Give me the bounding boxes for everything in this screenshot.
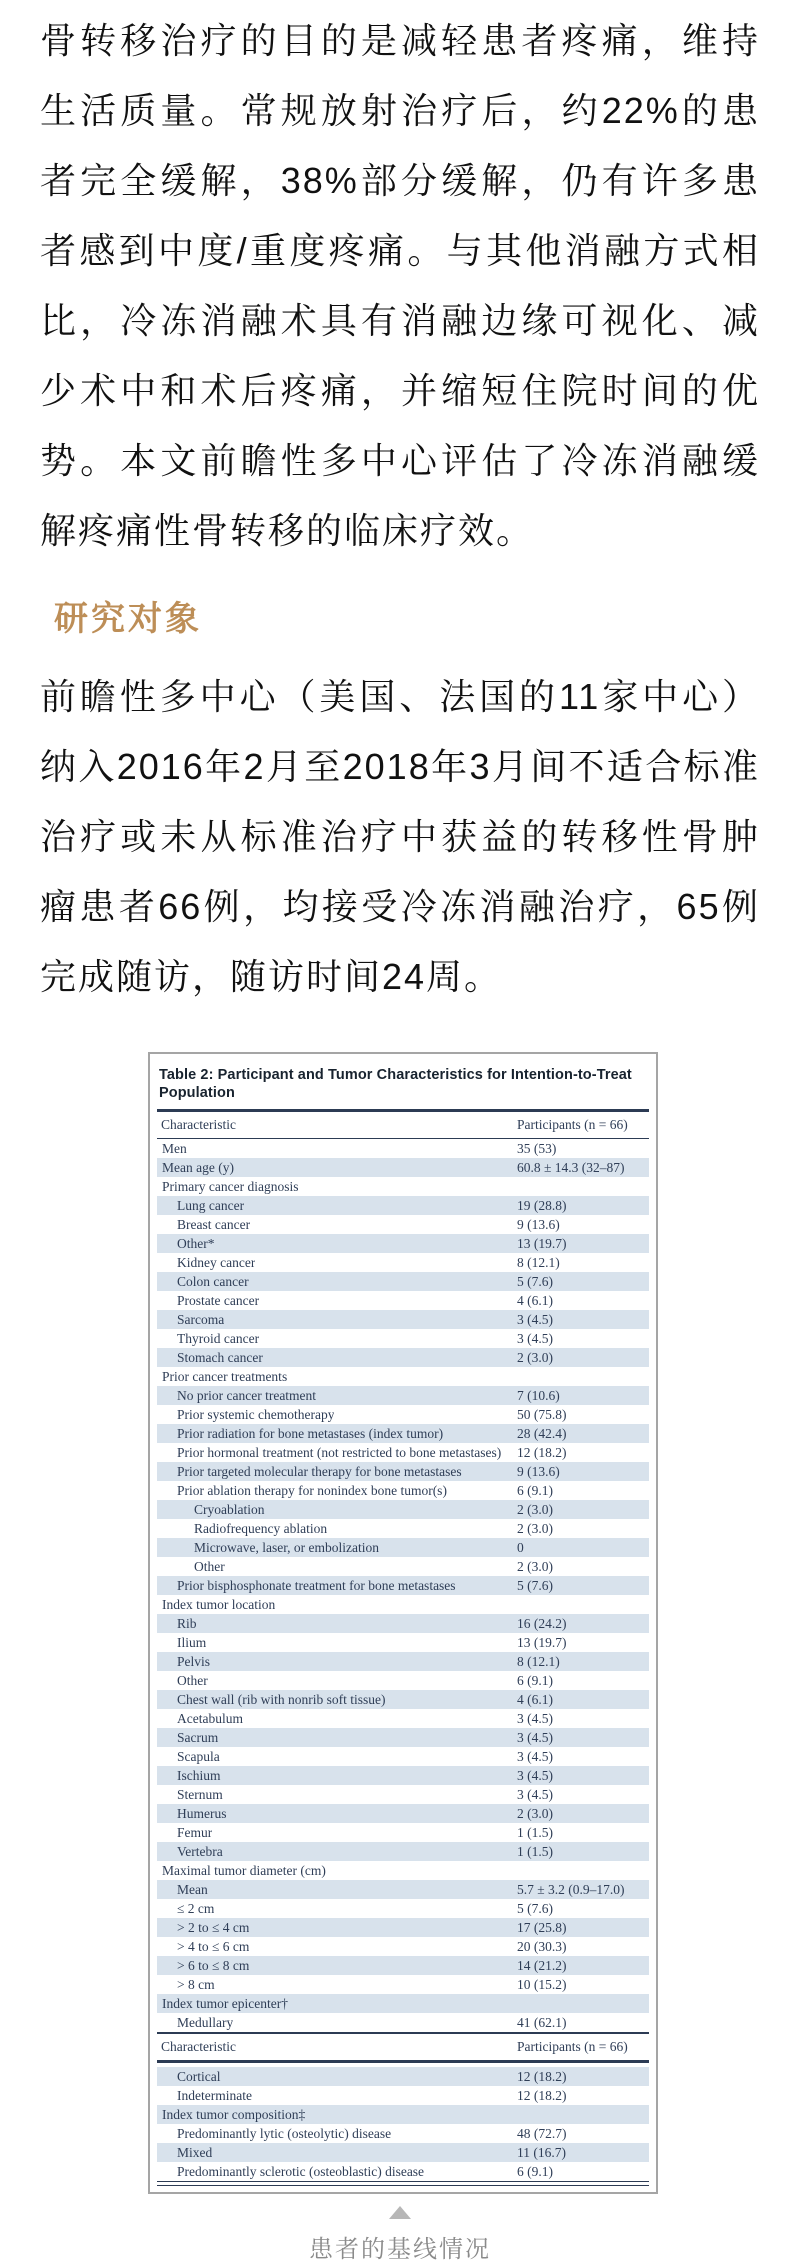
row-value: 60.8 ± 14.3 (32–87): [517, 1159, 625, 1175]
row-label: Primary cancer diagnosis: [162, 1178, 299, 1194]
table-row: [157, 1234, 649, 1253]
row-value: 3 (4.5): [517, 1729, 553, 1745]
table-title: Table 2: Participant and Tumor Characteristics for Intention-to-Treat Population: [159, 1067, 632, 1101]
row-label: Kidney cancer: [177, 1254, 256, 1270]
row-value: 2 (3.0): [517, 1520, 553, 1536]
row-value: 28 (42.4): [517, 1425, 567, 1441]
row-label: > 2 to ≤ 4 cm: [177, 1919, 250, 1935]
row-label: Predominantly lytic (osteolytic) disease: [177, 2125, 392, 2141]
row-label: Prior targeted molecular therapy for bone metastases: [177, 1463, 462, 1479]
row-value: 7 (10.6): [517, 1387, 560, 1403]
row-value: 5 (7.6): [517, 1900, 553, 1916]
row-label: Prior radiation for bone metastases (index tumor): [177, 1425, 444, 1441]
row-value: 12 (18.2): [517, 2068, 567, 2084]
table-row: [157, 1196, 649, 1215]
table-row: [157, 1424, 649, 1443]
row-label: Other: [194, 1558, 225, 1574]
row-value: 8 (12.1): [517, 1653, 560, 1669]
row-label: Maximal tumor diameter (cm): [162, 1862, 326, 1878]
row-label: Prostate cancer: [177, 1292, 260, 1308]
row-label: Sacrum: [177, 1729, 219, 1745]
row-label: Other: [177, 1672, 208, 1688]
table-row: [157, 1709, 649, 1728]
row-value: 13 (19.7): [517, 1235, 567, 1251]
table2-figure-image[interactable]: [148, 1052, 658, 2194]
row-value: 1 (1.5): [517, 1824, 553, 1840]
table-row: [157, 1291, 649, 1310]
row-label: Indeterminate: [177, 2087, 252, 2103]
row-label: Sternum: [177, 1786, 223, 1802]
table-row: [157, 1272, 649, 1291]
row-value: 3 (4.5): [517, 1748, 553, 1764]
row-value: 16 (24.2): [517, 1615, 567, 1631]
row-label: Men: [162, 1140, 187, 1156]
row-label: > 8 cm: [177, 1976, 215, 1992]
table-row: [157, 2013, 649, 2032]
collapse-triangle-icon[interactable]: [389, 2206, 411, 2219]
table-row: [157, 1671, 649, 1690]
table-row: [157, 1861, 649, 1880]
article-paragraph-1: 骨转移治疗的目的是减轻患者疼痛，维持生活质量。常规放射治疗后，约22%的患者完全缓解，38%部分缓解，仍有许多患者感到中度/重度疼痛。与其他消融方式相比，冷冻消融术具有消融边缘可视化、减少术中和术后疼痛，并缩短住院时间的优势。本文前瞻性多中心评估了冷冻消融缓解疼痛性骨转移的临床疗效。: [40, 20, 760, 551]
table-header-row: [157, 1112, 649, 1138]
row-label: Microwave, laser, or embolization: [194, 1539, 380, 1555]
table-row: [157, 1652, 649, 1671]
row-value: 6 (9.1): [517, 1672, 553, 1688]
table-row: [157, 2067, 649, 2086]
row-value: 17 (25.8): [517, 1919, 567, 1935]
row-value: 2 (3.0): [517, 1501, 553, 1517]
table-row: [157, 1937, 649, 1956]
row-label: Pelvis: [177, 1653, 211, 1669]
row-value: 48 (72.7): [517, 2125, 567, 2141]
row-label: Mixed: [177, 2144, 213, 2160]
table-rule-bottom: [157, 2181, 649, 2186]
table-row: [157, 1443, 649, 1462]
row-value: 8 (12.1): [517, 1254, 560, 1270]
table-row: [157, 1329, 649, 1348]
row-label: Prior systemic chemotherapy: [177, 1406, 335, 1422]
row-label: Radiofrequency ablation: [194, 1520, 328, 1536]
table-row: [157, 1690, 649, 1709]
row-value: 35 (53): [517, 1140, 557, 1156]
table-row: [157, 1310, 649, 1329]
row-value: 12 (18.2): [517, 2087, 567, 2103]
table-row: [157, 1823, 649, 1842]
row-label: Rib: [177, 1615, 197, 1631]
table-row: [157, 1804, 649, 1823]
table-row: [157, 1842, 649, 1861]
table-row: [157, 2105, 649, 2124]
table-row: [157, 1766, 649, 1785]
table-row: [157, 1994, 649, 2013]
row-label: No prior cancer treatment: [177, 1387, 317, 1403]
row-label: Ilium: [177, 1634, 207, 1650]
row-label: Other*: [177, 1235, 215, 1251]
row-label: > 6 to ≤ 8 cm: [177, 1957, 250, 1973]
row-label: Index tumor epicenter†: [162, 1995, 288, 2011]
row-label: Scapula: [177, 1748, 220, 1764]
row-value: 3 (4.5): [517, 1311, 553, 1327]
row-label: Stomach cancer: [177, 1349, 263, 1365]
row-label: Index tumor location: [162, 1596, 276, 1612]
table-row: [157, 1956, 649, 1975]
row-value: 41 (62.1): [517, 2014, 567, 2030]
row-value: 11 (16.7): [517, 2144, 566, 2160]
row-label: Cortical: [177, 2068, 221, 2084]
row-value: 3 (4.5): [517, 1767, 553, 1783]
table-row: [157, 1215, 649, 1234]
row-label: Prior bisphosphonate treatment for bone metastases: [177, 1577, 456, 1593]
row-label: Humerus: [177, 1805, 227, 1821]
table-row: [157, 1728, 649, 1747]
column-header-characteristic: Characteristic: [161, 2039, 236, 2054]
table-row: [157, 1747, 649, 1766]
table-row: [157, 1975, 649, 1994]
table-row: [157, 2162, 649, 2181]
row-label: ≤ 2 cm: [177, 1900, 215, 1916]
row-label: Lung cancer: [177, 1197, 245, 1213]
table-row: [157, 2086, 649, 2105]
table-row: [157, 1462, 649, 1481]
row-value: 3 (4.5): [517, 1330, 553, 1346]
table-row: [157, 1481, 649, 1500]
row-value: 20 (30.3): [517, 1938, 567, 1954]
table-row: [157, 1785, 649, 1804]
row-label: Thyroid cancer: [177, 1330, 260, 1346]
row-label: Vertebra: [177, 1843, 223, 1859]
table-row: [157, 1918, 649, 1937]
table-row: [157, 1139, 649, 1158]
row-label: Sarcoma: [177, 1311, 225, 1327]
table-row: [157, 1899, 649, 1918]
row-value: 2 (3.0): [517, 1558, 553, 1574]
column-header-participants: Participants (n = 66): [517, 2039, 628, 2054]
row-label: Index tumor composition‡: [162, 2106, 306, 2122]
row-value: 2 (3.0): [517, 1349, 553, 1365]
row-value: 5.7 ± 3.2 (0.9–17.0): [517, 1881, 625, 1897]
row-label: Mean age (y): [162, 1159, 234, 1175]
table-header-row-repeat: [157, 2034, 649, 2060]
row-label: Ischium: [177, 1767, 221, 1783]
row-value: 9 (13.6): [517, 1463, 560, 1479]
row-value: 12 (18.2): [517, 1444, 567, 1460]
row-label: Mean: [177, 1881, 208, 1897]
table-row: [157, 1880, 649, 1899]
row-value: 5 (7.6): [517, 1273, 553, 1289]
table-row: [157, 1158, 649, 1177]
article-paragraph-2: 前瞻性多中心（美国、法国的11家中心）纳入2016年2月至2018年3月间不适合标准治疗或未从标准治疗中获益的转移性骨肿瘤患者66例，均接受冷冻消融治疗，65例完成随访，随访时间24周。: [40, 676, 760, 997]
table-row: [157, 1253, 649, 1272]
row-value: 9 (13.6): [517, 1216, 560, 1232]
table-row: [157, 2143, 649, 2162]
row-value: 14 (21.2): [517, 1957, 567, 1973]
table-row: [157, 1500, 649, 1519]
row-value: 3 (4.5): [517, 1710, 553, 1726]
table-row: [157, 1519, 649, 1538]
table-row: [157, 1576, 649, 1595]
row-value: 0: [517, 1539, 524, 1555]
row-value: 4 (6.1): [517, 1292, 553, 1308]
row-value: 6 (9.1): [517, 2163, 553, 2179]
row-value: 10 (15.2): [517, 1976, 567, 1992]
row-label: Chest wall (rib with nonrib soft tissue): [177, 1691, 386, 1707]
section-heading-study-subjects: 研究对象: [54, 601, 202, 638]
row-label: Medullary: [177, 2014, 234, 2030]
row-value: 2 (3.0): [517, 1805, 553, 1821]
table-row: [157, 1595, 649, 1614]
table-row: [157, 1557, 649, 1576]
row-value: 13 (19.7): [517, 1634, 567, 1650]
row-label: Prior cancer treatments: [162, 1368, 288, 1384]
table-row: [157, 1177, 649, 1196]
table-row: [157, 2124, 649, 2143]
column-header-participants: Participants (n = 66): [517, 1117, 628, 1132]
table-section-2: [157, 2067, 649, 2181]
table-row: [157, 1614, 649, 1633]
row-value: 50 (75.8): [517, 1406, 567, 1422]
row-value: 5 (7.6): [517, 1577, 553, 1593]
figure-caption: 患者的基线情况: [309, 2236, 491, 2263]
row-label: Prior hormonal treatment (not restricted to bone metastases): [177, 1444, 502, 1460]
row-label: Femur: [177, 1824, 213, 1840]
row-value: 19 (28.8): [517, 1197, 567, 1213]
row-value: 4 (6.1): [517, 1691, 553, 1707]
table-row: [157, 1405, 649, 1424]
column-header-characteristic: Characteristic: [161, 1117, 236, 1132]
row-label: Acetabulum: [177, 1710, 243, 1726]
row-label: > 4 to ≤ 6 cm: [177, 1938, 250, 1954]
table-section-1: [157, 1139, 649, 2032]
table-row: [157, 1386, 649, 1405]
table-row: [157, 1367, 649, 1386]
row-label: Cryoablation: [194, 1501, 265, 1517]
row-label: Predominantly sclerotic (osteoblastic) disease: [177, 2163, 425, 2179]
row-label: Prior ablation therapy for nonindex bone tumor(s): [177, 1482, 447, 1498]
row-value: 3 (4.5): [517, 1786, 553, 1802]
row-label: Colon cancer: [177, 1273, 249, 1289]
row-value: 1 (1.5): [517, 1843, 553, 1859]
table-row: [157, 1538, 649, 1557]
row-value: 6 (9.1): [517, 1482, 553, 1498]
figure-footer: [40, 2206, 760, 2267]
row-label: Breast cancer: [177, 1216, 251, 1232]
table-row: [157, 1348, 649, 1367]
table-row: [157, 1633, 649, 1652]
